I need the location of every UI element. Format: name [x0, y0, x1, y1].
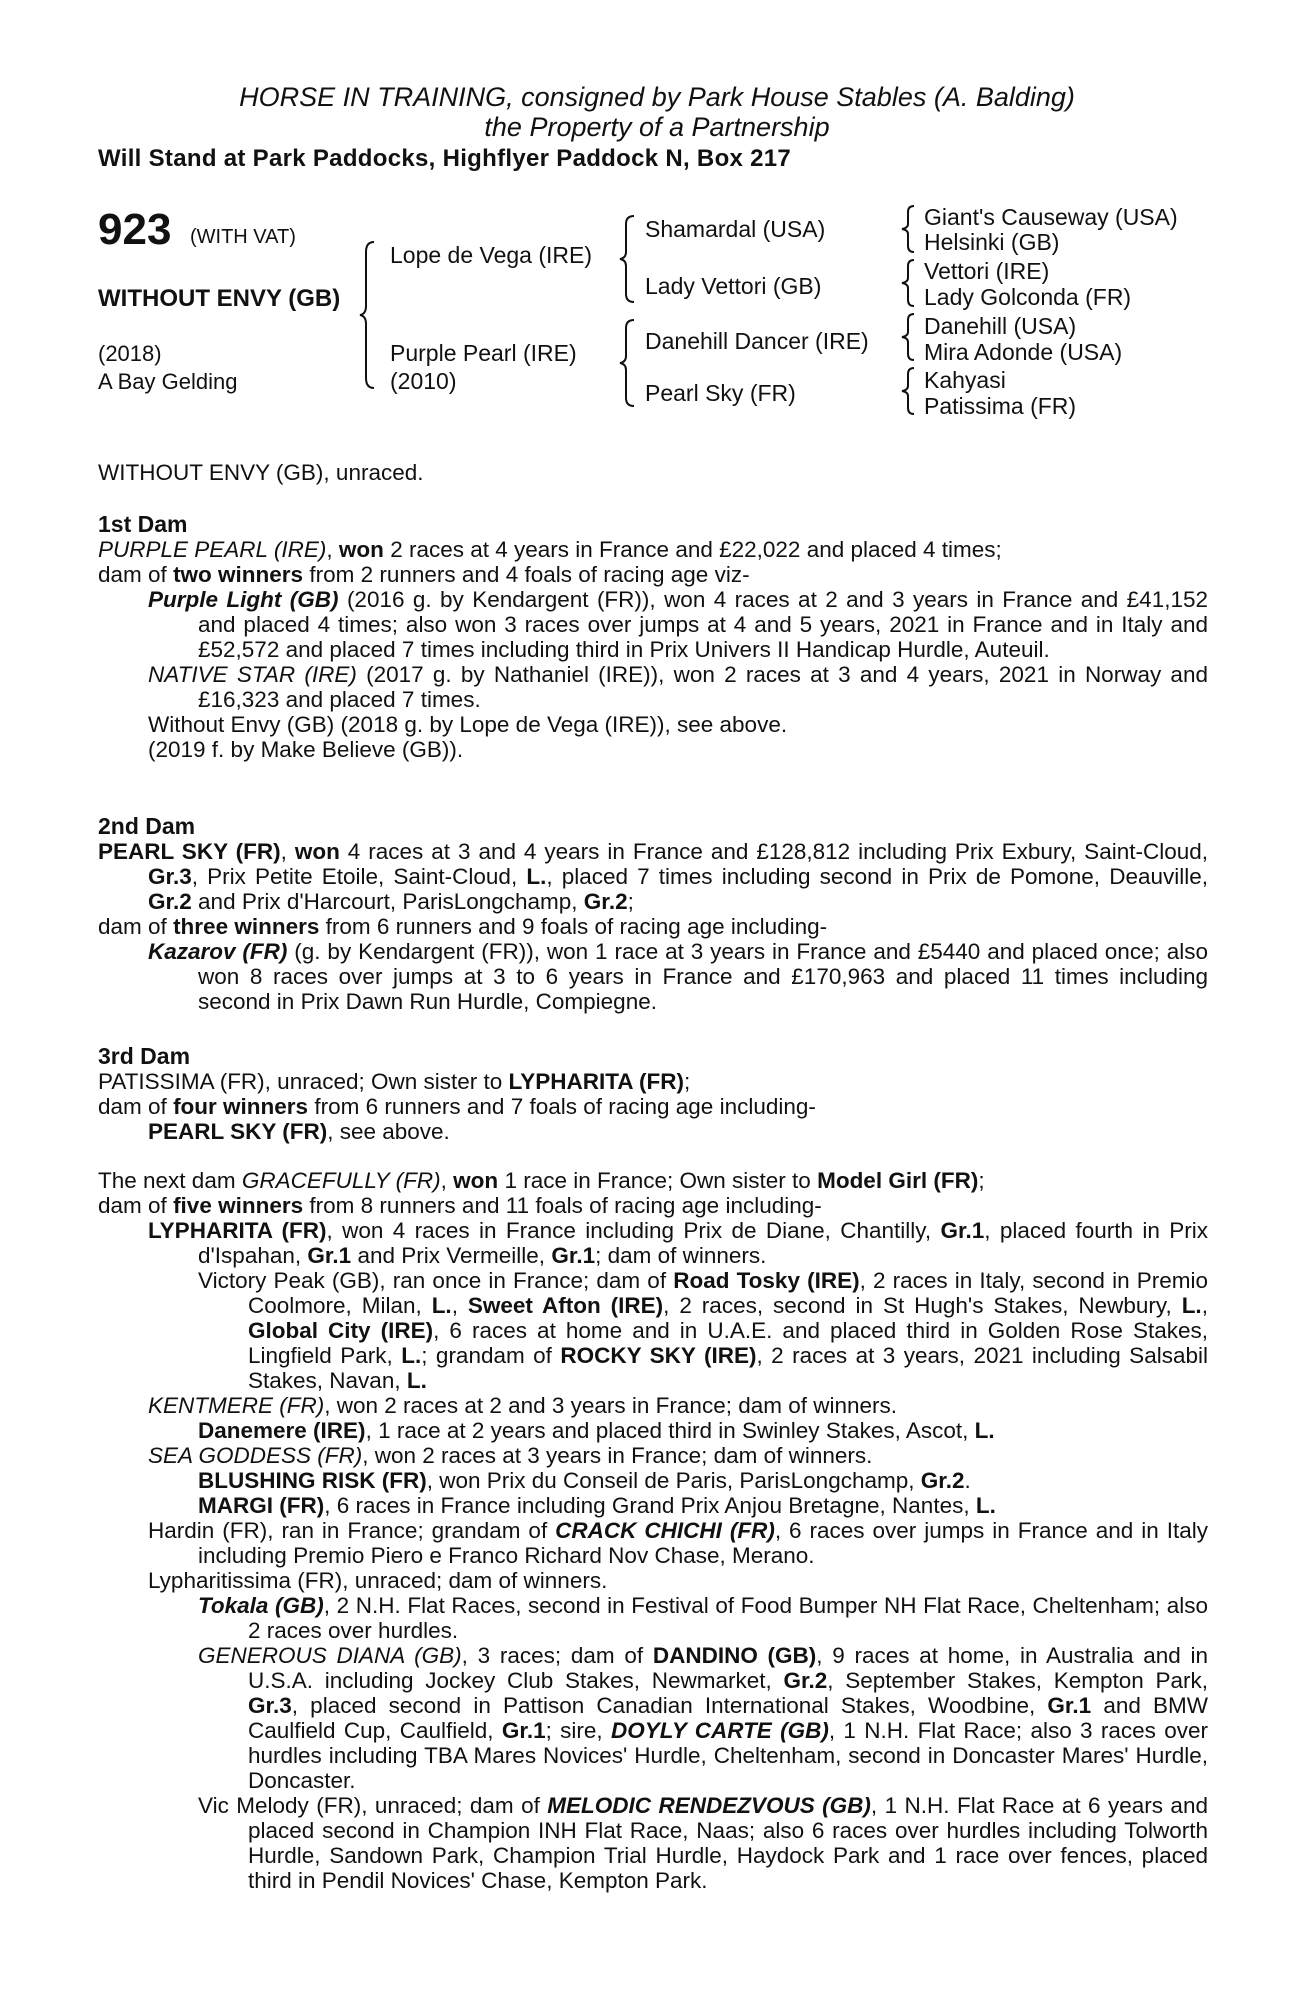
pedigree-g5: Danehill (USA)	[924, 313, 1077, 339]
produce-danemere: Danemere (IRE), 1 race at 2 years and placed third in Swinley Stakes, Ascot, L.	[198, 1418, 995, 1443]
produce-lypharitissima: Lypharitissima (FR), unraced; dam of winners.	[148, 1568, 608, 1593]
produce-sea-goddess: SEA GODDESS (FR), won 2 races at 3 years in France; dam of winners.	[148, 1443, 873, 1468]
produce-kazarov: Kazarov (FR) (g. by Kendargent (FR)), won 1 race at 3 years in France and £5440 and placed once; also won 8 races over jumps at 3 to 6 years in France and £170,963 and placed 11 times including second in Prix Dawn Run Hurdle, Compiegne.	[148, 939, 1208, 1014]
consignor-line: HORSE IN TRAINING, consigned by Park House Stables (A. Balding)	[239, 82, 1075, 112]
produce-2019-filly: (2019 f. by Make Believe (GB)).	[148, 737, 464, 762]
next-dam-section	[98, 1168, 1208, 1893]
produce-lypharita: LYPHARITA (FR), won 4 races in France including Prix de Diane, Chantilly, Gr.1, placed fourth in Prix d'Ispahan, Gr.1 and Prix Vermeille, Gr.1; dam of winners.	[148, 1218, 1208, 1268]
produce-vic-melody: Vic Melody (FR), unraced; dam of MELODIC RENDEZVOUS (GB), 1 N.H. Flat Race at 6 years and placed second in Champion INH Flat Race, Naas; also 6 races over hurdles including Tolworth Hurdle, Sandown Park, Champion Trial Hurdle, Haydock Park and 1 race over fences, placed third in Pendil Novices' Chase, Kempton Park.	[198, 1793, 1208, 1893]
third-dam-produce-summary: dam of four winners from 6 runners and 7 foals of racing age including-	[98, 1094, 816, 1119]
pedigree-g4: Lady Golconda (FR)	[924, 284, 1132, 310]
produce-blushing-risk: BLUSHING RISK (FR), won Prix du Conseil de Paris, ParisLongchamp, Gr.2.	[198, 1468, 971, 1493]
produce-kentmere: KENTMERE (FR), won 2 races at 2 and 3 years in France; dam of winners.	[148, 1393, 898, 1418]
pedigree-g6: Mira Adonde (USA)	[924, 339, 1123, 365]
first-dam-heading: 1st Dam	[98, 511, 188, 537]
first-dam-record: PURPLE PEARL (IRE), won 2 races at 4 years in France and £22,022 and placed 4 times;	[98, 537, 1002, 562]
horse-info	[98, 340, 237, 396]
third-dam-record: PATISSIMA (FR), unraced; Own sister to LYPHARITA (FR);	[98, 1069, 691, 1094]
pedigree-g1: Giant's Causeway (USA)	[924, 204, 1178, 230]
first-dam-section	[98, 512, 1208, 762]
next-dam-record: The next dam GRACEFULLY (FR), won 1 race in France; Own sister to Model Girl (FR);	[98, 1168, 985, 1193]
first-dam-produce-summary: dam of two winners from 2 runners and 4 foals of racing age viz-	[98, 562, 750, 587]
pedigree-g3: Vettori (IRE)	[924, 258, 1050, 284]
third-dam-section	[98, 1044, 1208, 1144]
pedigree-brace-g4	[902, 366, 920, 416]
pedigree-sire-sire: Shamardal (USA)	[645, 216, 826, 242]
produce-purple-light: Purple Light (GB) (2016 g. by Kendargent (FR)), won 4 races at 2 and 3 years in France and £41,152 and placed 4 times; also won 3 races over jumps at 4 and 5 years, 2021 in France and in Italy and £52,572 and placed 7 times including third in Prix Univers II Handicap Hurdle, Auteuil.	[148, 587, 1208, 662]
next-dam-produce-summary: dam of five winners from 8 runners and 11 foals of racing age including-	[98, 1193, 822, 1218]
first-dam-name: PURPLE PEARL (IRE)	[98, 537, 327, 562]
pedigree-g2: Helsinki (GB)	[924, 229, 1060, 255]
pedigree-brace-dam	[620, 318, 640, 408]
catalogue-header	[0, 82, 1314, 142]
produce-native-star: NATIVE STAR (IRE) (2017 g. by Nathaniel (IRE)), won 2 races at 3 and 4 years, 2021 in Norway and £16,323 and placed 7 times.	[148, 662, 1208, 712]
pedigree-g8: Patissima (FR)	[924, 393, 1077, 419]
property-line: the Property of a Partnership	[484, 112, 830, 142]
horse-name: WITHOUT ENVY (GB)	[98, 285, 341, 312]
produce-hardin: Hardin (FR), ran in France; grandam of CRACK CHICHI (FR), 6 races over jumps in France and in Italy including Premio Piero e Franco Richard Nov Chase, Merano.	[148, 1518, 1208, 1568]
pedigree-dam-dam: Pearl Sky (FR)	[645, 380, 796, 406]
pedigree-brace-g3	[902, 312, 920, 362]
lot-number: 923	[98, 205, 172, 254]
second-dam-heading: 2nd Dam	[98, 813, 196, 839]
produce-generous-diana: GENEROUS DIANA (GB), 3 races; dam of DANDINO (GB), 9 races at home, in Australia and in U.S.A. including Jockey Club Stakes, Newmarket, Gr.2, September Stakes, Kempton Park, Gr.3, placed second in Pattison Canadian International Stakes, Woodbine, Gr.1 and BMW Caulfield Cup, Caulfield, Gr.1; sire, DOYLY CARTE (GB), 1 N.H. Flat Race; also 3 races over hurdles including TBA Mares Novices' Hurdle, Cheltenham, second in Doncaster Mares' Hurdle, Doncaster.	[198, 1643, 1208, 1793]
pedigree-brace-g1	[902, 204, 920, 254]
third-dam-heading: 3rd Dam	[98, 1043, 191, 1069]
vat-note: (WITH VAT)	[190, 226, 296, 248]
produce-pearl-sky: PEARL SKY (FR), see above.	[148, 1119, 450, 1144]
pedigree-brace-main	[360, 240, 380, 390]
second-dam-produce-summary: dam of three winners from 6 runners and 9 foals of racing age including-	[98, 914, 828, 939]
race-record: WITHOUT ENVY (GB), unraced.	[98, 460, 424, 485]
produce-margi: MARGI (FR), 6 races in France including Grand Prix Anjou Bretagne, Nantes, L.	[198, 1493, 996, 1518]
pedigree-g7: Kahyasi	[924, 367, 1006, 393]
second-dam-section	[98, 814, 1208, 1014]
stand-location: Will Stand at Park Paddocks, Highflyer Paddock N, Box 217	[98, 145, 792, 172]
second-dam-record: PEARL SKY (FR), won 4 races at 3 and 4 years in France and £128,812 including Prix Exbury, Saint-Cloud, Gr.3, Prix Petite Etoile, Saint-Cloud, L., placed 7 times including second in Prix de Pomone, Deauville, Gr.2 and Prix d'Harcourt, ParisLongchamp, Gr.2;	[98, 839, 1209, 914]
produce-without-envy: Without Envy (GB) (2018 g. by Lope de Vega (IRE)), see above.	[148, 712, 788, 737]
pedigree-dam-sire: Danehill Dancer (IRE)	[645, 328, 869, 354]
pedigree-brace-sire	[620, 214, 640, 304]
pedigree-dam-year: (2010)	[390, 368, 457, 394]
pedigree-brace-g2	[902, 258, 920, 308]
horse-year: (2018)	[98, 341, 162, 366]
produce-victory-peak: Victory Peak (GB), ran once in France; dam of Road Tosky (IRE), 2 races in Italy, second in Premio Coolmore, Milan, L., Sweet Afton (IRE), 2 races, second in St Hugh's Stakes, Newbury, L., Global City (IRE), 6 races at home and in U.A.E. and placed third in Golden Rose Stakes, Lingfield Park, L.; grandam of ROCKY SKY (IRE), 2 races at 3 years, 2021 including Salsabil Stakes, Navan, L.	[198, 1268, 1208, 1393]
produce-tokala: Tokala (GB), 2 N.H. Flat Races, second in Festival of Food Bumper NH Flat Race, Cheltenham; also 2 races over hurdles.	[198, 1593, 1208, 1643]
pedigree-dam: Purple Pearl (IRE)	[390, 340, 577, 366]
pedigree-sire-dam: Lady Vettori (GB)	[645, 273, 822, 299]
pedigree-sire: Lope de Vega (IRE)	[390, 242, 593, 268]
horse-description: A Bay Gelding	[98, 369, 238, 394]
